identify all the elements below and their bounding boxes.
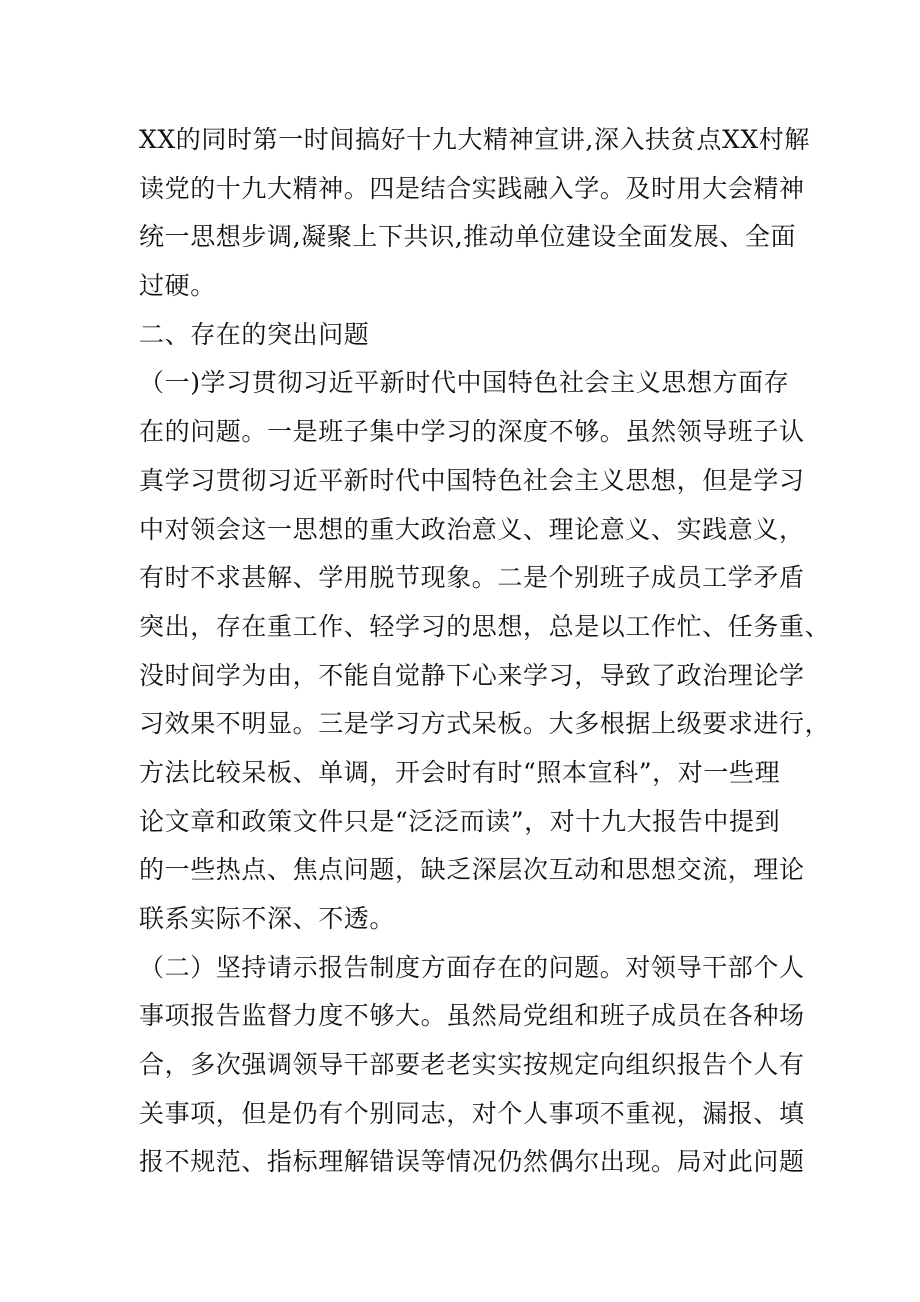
text-line: 方法比较呆板、单调，开会时有时“照本宣科”，对一些理: [139, 757, 781, 787]
text-line: 突出，存在重工作、轻学习的思想，总是以工作忙、任务重、: [139, 611, 831, 641]
text-line: 习效果不明显。三是学习方式呆板。大多根据上级要求进行，: [139, 709, 831, 739]
text-line: 中对领会这一思想的重大政治意义、理论意义、实践意义，: [139, 514, 805, 544]
document-body: [139, 116, 831, 1187]
text-line: （二）坚持请示报告制度方面存在的问题。对领导干部个人: [139, 952, 805, 982]
text-line: 关事项，但是仍有个别同志，对个人事项不重视，漏报、填: [139, 1098, 805, 1128]
text-line: 报不规范、指标理解错误等情况仍然偶尔出现。局对此问题: [139, 1147, 805, 1177]
text-line: 联系实际不深、不透。: [139, 904, 396, 933]
text-line: （一)学习贯彻习近平新时代中国特色社会主义思想方面存: [139, 368, 790, 398]
text-line: 事项报告监督力度不够大。虽然局党组和班子成员在各种场: [139, 1001, 805, 1031]
text-line: 合，多次强调领导干部要老老实实按规定向组织报告个人有: [139, 1050, 805, 1080]
text-line: 过硬。: [139, 271, 216, 301]
text-line: 有时不求甚解、学用脱节现象。二是个别班子成员工学矛盾: [139, 563, 805, 593]
text-line: 读党的十九大精神。四是结合实践融入学。及时用大会精神: [139, 173, 805, 203]
text-line: 真学习贯彻习近平新时代中国特色社会主义思想，但是学习: [139, 465, 805, 495]
text-line: 在的问题。一是班子集中学习的深度不够。虽然领导班子认: [139, 417, 805, 447]
text-line: 统一思想步调,凝聚上下共识,推动单位建设全面发展、全面: [139, 222, 797, 252]
text-line: 的一些热点、焦点问题，缺乏深层次互动和思想交流，理论: [139, 855, 805, 885]
text-line: XX的同时第一时间搞好十九大精神宣讲,深入扶贫点XX村解: [139, 125, 810, 154]
text-line: 论文章和政策文件只是“泛泛而读”，对十九大报告中提到: [139, 806, 781, 836]
text-line: 没时间学为由，不能自觉静下心来学习，导致了政治理论学: [139, 660, 805, 690]
section-heading: 二、存在的突出问题: [139, 319, 370, 349]
